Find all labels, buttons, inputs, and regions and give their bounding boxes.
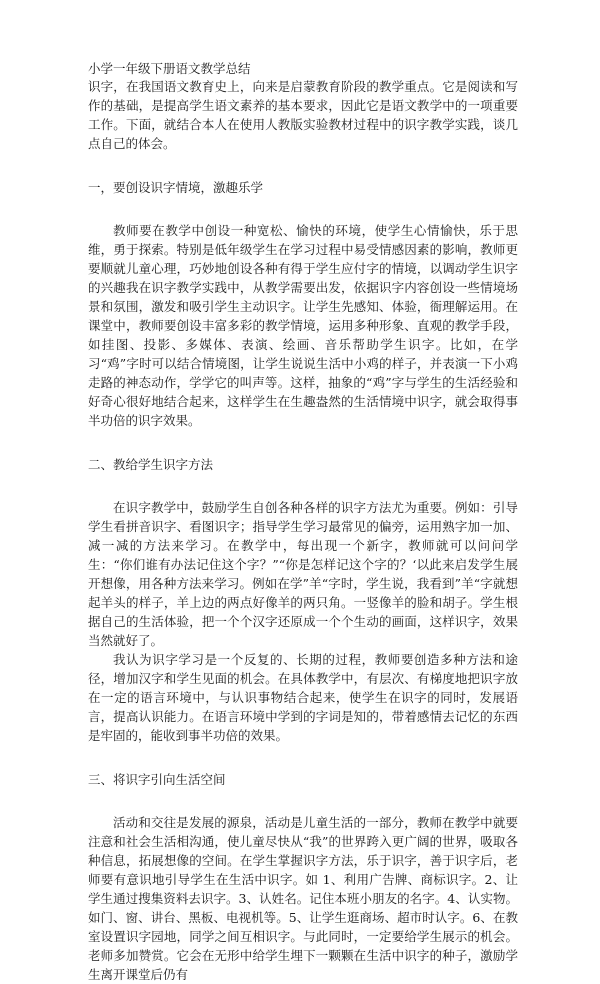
section-2-heading: 二、教给学生识字方法: [88, 457, 214, 472]
section-3: [88, 771, 518, 984]
document-title: 小学一年级下册语文教学总结: [88, 61, 251, 76]
document-page: [88, 60, 518, 984]
section-1-paragraph-1: 教师要在教学中创设一种宽松、愉快的环境，使学生心情愉快，乐于思维，勇于探索。特别是低年级学生在学习过程中易受情感因素的影响，教师更要顺就儿童心理，巧妙地创设各种有得于学生应付字的情境，以调动学生识字的兴趣我在识字教学实践中，从教学需要出发，依据识字内容创设一些情境场景和氛围，激发和吸引学生主动识字。让学生先感知、体验，衙理解运用。在课堂中，教师要创设丰富多彩的教学情境，运用多种形象、直观的教学手段，如挂图、投影、多媒体、表演、绘画、音乐帮助学生识字。比如，在学习“鸡”字时可以结合情境图，让学生说说生活中小鸡的样子，并表演一下小鸡走路的神态动作，学学它的叫声等。这样，抽象的“鸡”字与学生的生活经验和好奇心很好地结合起来，这样学生在生趣盎然的生活情境中识字，就会取得事半功倍的识字效果。: [88, 223, 518, 428]
section-1-heading: 一，要创设识字情境，激趣乐学: [88, 180, 264, 195]
intro-paragraph: 识字，在我国语文教育史上，向来是启蒙教育阶段的教学重点。它是阅读和写作的基础，是提高学生语文素养的基本要求，因此它是语文教学中的一项重要工作。下面，就结合本人在使用人教版实验教材过程中的识字教学实践，谈几点自己的体会。: [88, 79, 518, 151]
section-3-paragraph-1: 活动和交往是发展的源泉，活动是儿童生活的一部分，教师在教学中就要注意和社会生活相沟通，使儿童尽快从“我”的世界跨入更广阔的世界，吸取各种信息，拓展想像的空间。在学生掌握识字方法，乐于识字，善于识字后，老师要有意识地引导学生在生活中识字。如 1、利用广告牌、商标识字。2、让学生通过搜集资料去识字。3、认姓名。记住本班小朋友的名字。4、认实物。如门、窗、讲台、黑板、电视机等。5、让学生逛商场、超市时认字。6、在教室设置识字园地，同学之间互相识字。与此同时，一定要给学生展示的机会。老师多加赞赏。它会在无形中给学生埋下一颗颗在生活中识字的种子，激励学生离开课堂后仍有: [88, 815, 518, 982]
section-2-paragraph-1: 在识字教学中，鼓励学生自创各种各样的识字方法尤为重要。例如：引导学生看拼音识字、看图识字；指导学生学习最常见的偏旁，运用熟字加一加、减一减的方法来学习。在教学中，每出现一个新字，教师就可以问问学生：“你们谁有办法记住这个字？”“你是怎样记这个字的？‘以此来启发学生展开想像，用各种方法来学习。例如在学”羊“字时，学生说，我看到”羊“字就想起羊头的样子，羊上边的两点好像羊的两只角。一竖像羊的脸和胡子。学生根据自己的生活体验，把一个个汉字还原成一个个生动的画面，这样识字，效果当然就好了。: [88, 500, 518, 648]
section-1: [88, 179, 518, 430]
section-2-paragraph-2: 我认为识字学习是一个反复的、长期的过程，教师要创造多种方法和途径，增加汉字和学生见面的机会。在具体教学中，有层次、有梯度地把识字放在一定的语言环境中，与认识事物结合起来，使学生在识字的同时，发展语言，提高认识能力。在语言环境中学到的字词是知的，带着感情去记忆的东西是牢固的，能收到事半功倍的效果。: [88, 652, 518, 743]
section-3-heading: 三、将识字引向生活空间: [88, 772, 226, 787]
section-2: [88, 456, 518, 745]
